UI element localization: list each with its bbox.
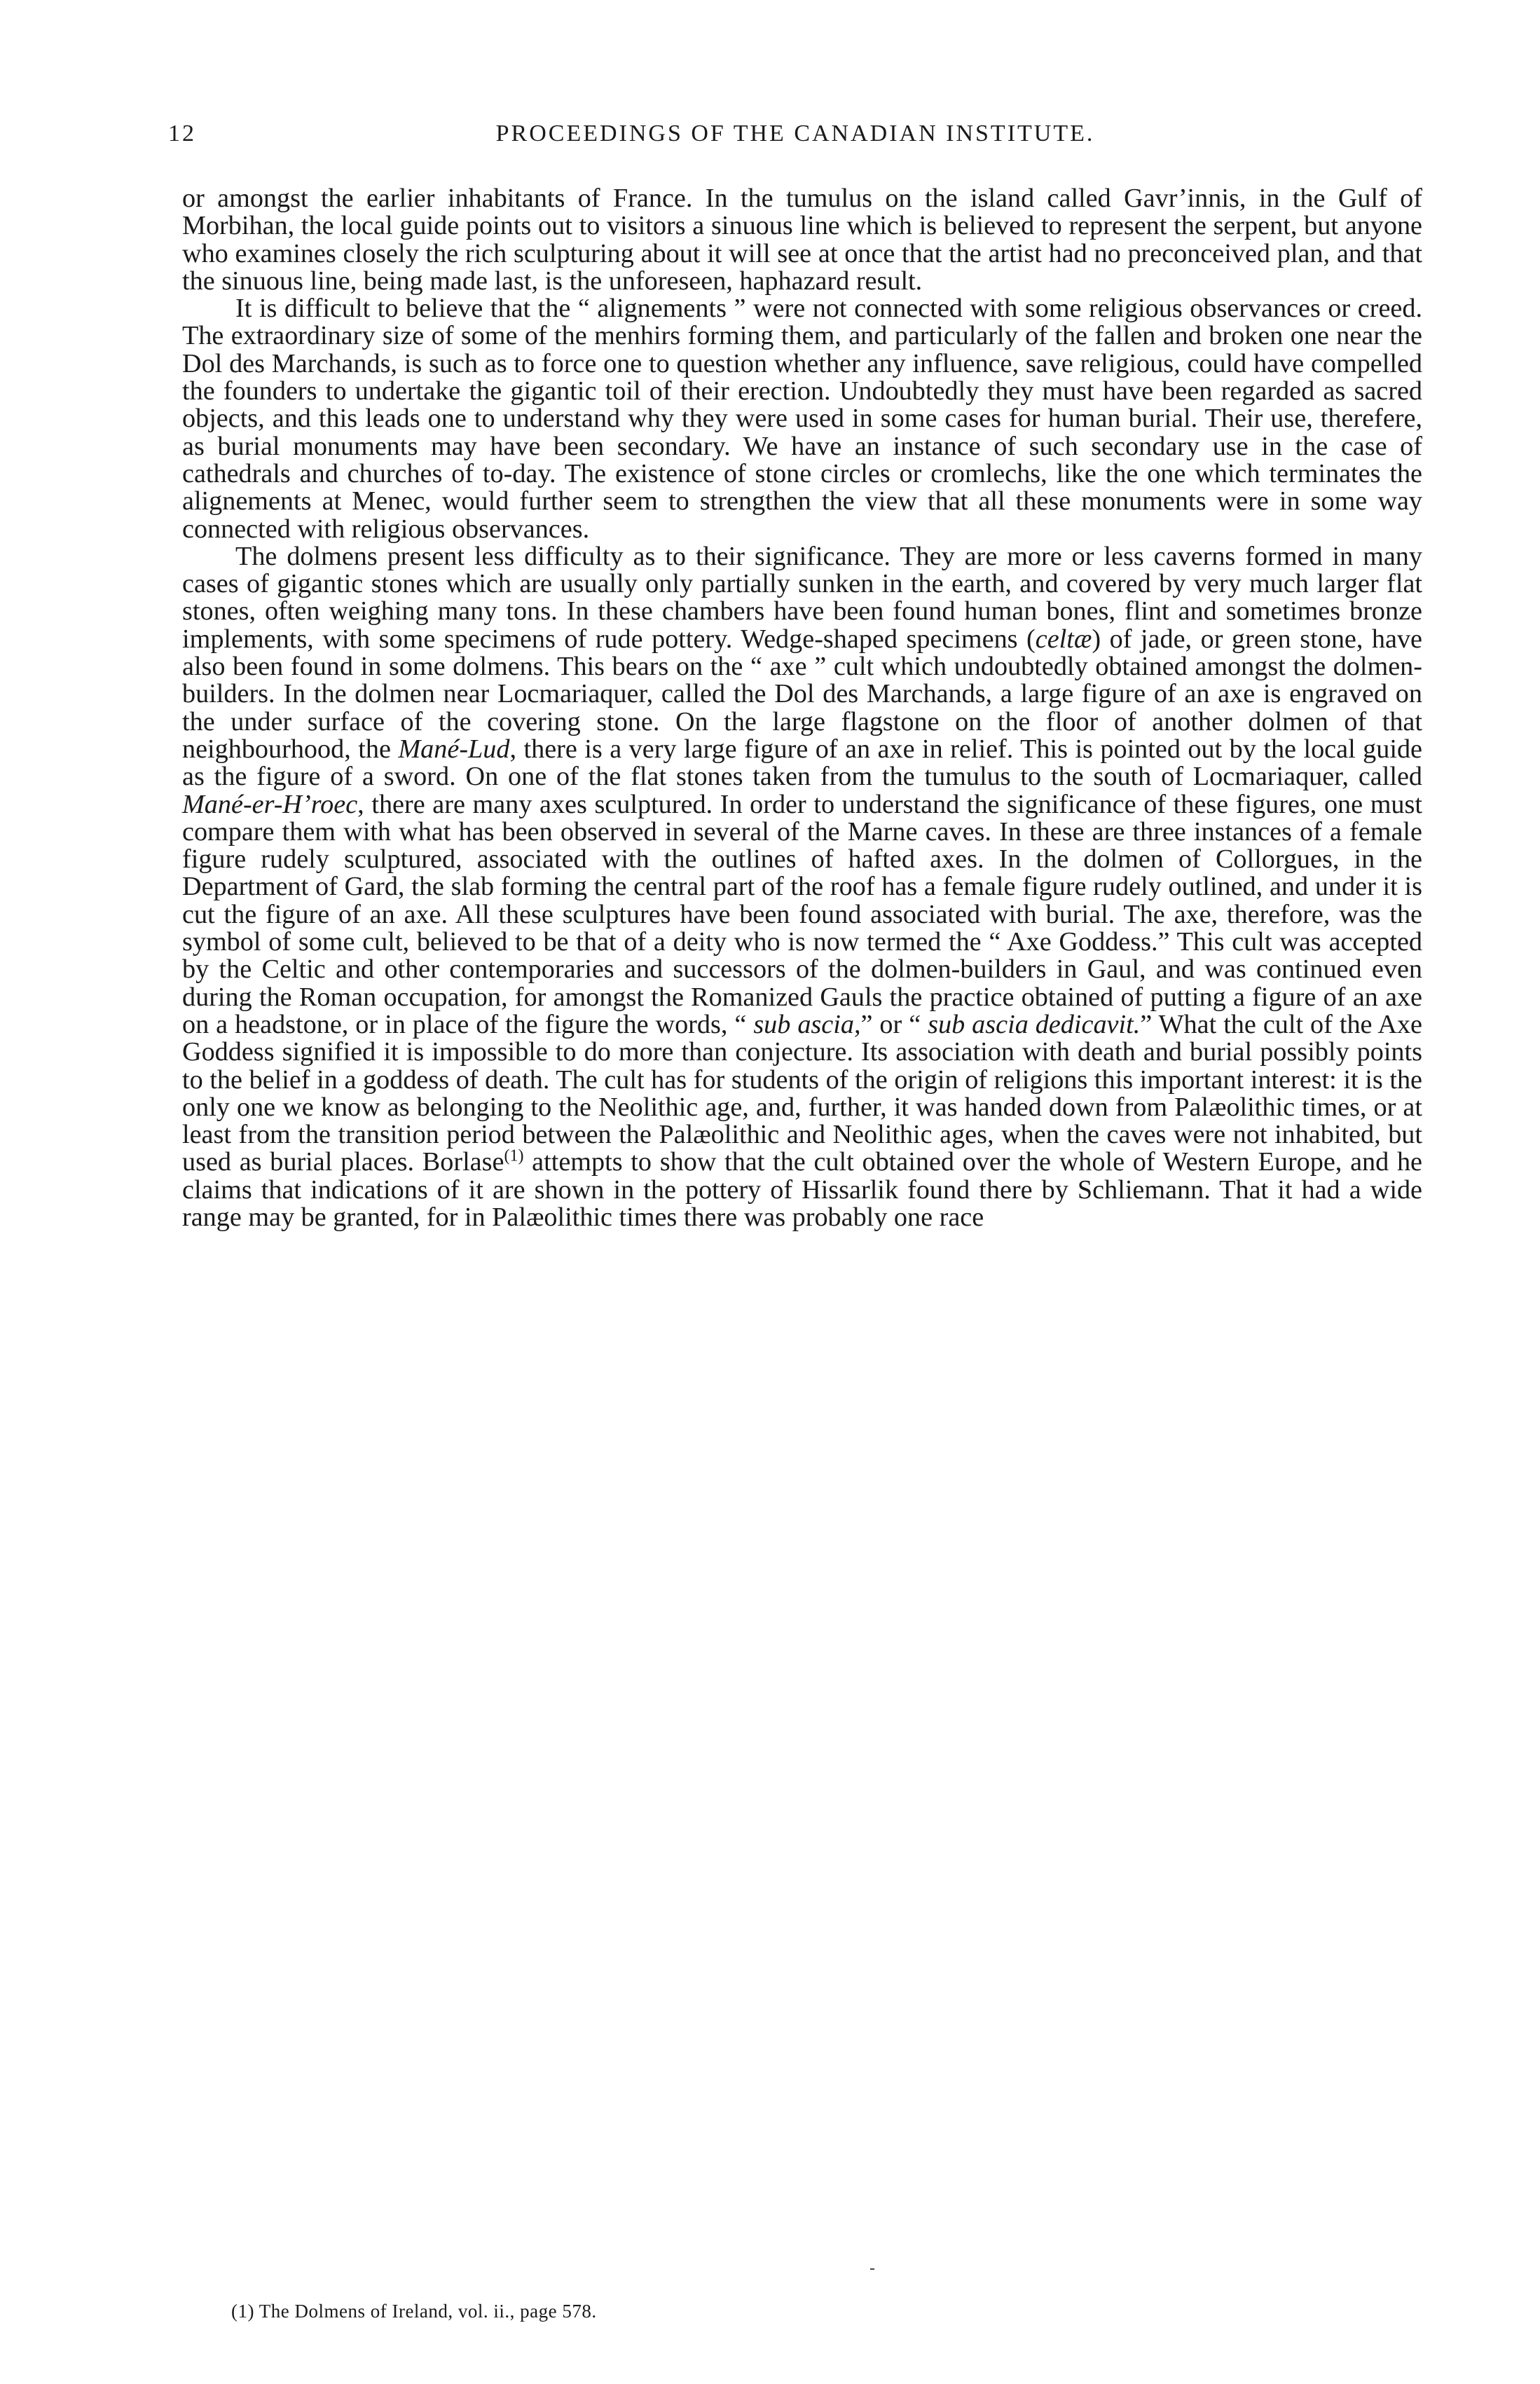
paragraph-3-text: ” or “ [860, 1009, 928, 1039]
term-celtae: celtæ [1035, 624, 1092, 654]
page-number: 12 [168, 121, 196, 146]
running-title: PROCEEDINGS OF THE CANADIAN INSTITUTE. [495, 121, 1095, 146]
paragraph-3-text: attempts to show that the cult obtained over the whole of Western Europe, and he claims that indications of it are shown in the pottery of Hissarlik found there by Schliemann. That it had a wide range may be granted, for in Palæolithic times there was probably one race [182, 1147, 1422, 1232]
paragraph-3-text: , there are many axes sculptured. In order to understand the significance of these figures, one must compare them with what has been observed in several of the Marne caves. In these are three instances of a female figure rudely sculptured, associated with the outlines of hafted axes. In the dolmen of Collorgues, in the Department of Gard, the slab forming the central part of the roof has a female figure rudely outlined, and under it is cut the figure of an axe. All these sculptures have been found associated with burial. The axe, therefore, was the symbol of some cult, believed to be that of a deity who is now termed the “ Axe Goddess.” This cult was accepted by the Celtic and other contemporaries and successors of the dolmen-builders in Gaul, and was continued even during the Roman occupation, for amongst the Romanized Gauls the practice obtained of putting a figure of an axe on a headstone, or in place of the figure the words, “ [182, 789, 1422, 1039]
paragraph-3-text: ” What the cult of the Axe Goddess signified it is impossible to do more than conjecture. Its association with death and burial possibly points to the belief in a goddess of death. The cult has for students of the origin of religions this important interest: it is the only one we know as belonging to the Neolithic age, and, further, it was handed down from Palæolithic times, or at least from the transition period between the Palæolithic and Neolithic ages, when the caves were not inhabited, but used as burial places. Borlase [182, 1009, 1422, 1177]
phrase-sub-ascia: sub ascia, [753, 1009, 861, 1039]
paragraph-2: It is difficult to believe that the “ alignements ” were not connected with some religious observances or creed. The extraordinary size of some of the menhirs forming them, and particularly of the fallen and broken one near the Dol des Marchands, is such as to force one to question whether any influence, save religious, could have compelled the founders to undertake the gigantic toil of their erection. Undoubtedly they must have been regarded as sacred objects, and this leads one to understand why they were used in some cases for human burial. Their use, therefere, as burial monuments may have been secondary. We have an instance of such secondary use in the case of cathedrals and churches of to-day. The existence of stone circles or cromlechs, like the one which terminates the alignements at Menec, would further seem to strengthen the view that all these monuments were in some way connected with religious observances. [182, 294, 1422, 544]
footnote-divider [870, 2268, 874, 2270]
phrase-sub-ascia-dedicavit: sub ascia dedicavit. [928, 1009, 1141, 1039]
paragraph-3-text: , there is a very large figure of an axe in relief. This is pointed out by the local guide as the figure of a sword. On one of the flat stones taken from the tumulus to the south of Locmariaquer, called [182, 734, 1422, 792]
place-mane-er-hroec: Mané-er-H’roec [182, 789, 358, 819]
paragraph-3-text: The dolmens present less difficulty as to their significance. They are more or less caverns formed in many cases of gigantic stones which are usually only partially sunken in the earth, and covered by very much larger flat stones, often weighing many tons. In these chambers have been found human bones, flint and sometimes bronze implements, with some specimens of rude pottery. Wedge-shaped specimens ( [182, 541, 1422, 654]
footnote-reference: (1) [504, 1146, 524, 1165]
body-text [182, 185, 1422, 1231]
page-header [168, 121, 1422, 156]
footnote: (1) The Dolmens of Ireland, vol. ii., page 578. [231, 2301, 597, 2322]
place-mane-lud: Mané-Lud [398, 734, 510, 764]
paragraph-3-text: ) of jade, or green stone, have also been found in some dolmens. This bears on the “ axe ” cult which undoubtedly obtained amongst the dolmen-builders. In the dolmen near Locmariaquer, called the Dol des Marchands, a large figure of an axe is engraved on the under surface of the covering stone. On the large flagstone on the floor of another dolmen of that neighbourhood, the [182, 624, 1423, 764]
paragraph-1: or amongst the earlier inhabitants of France. In the tumulus on the island called Gavr’innis, in the Gulf of Morbihan, the local guide points out to visitors a sinuous line which is believed to represent the serpent, but anyone who examines closely the rich sculpturing about it will see at once that the artist had no preconceived plan, and that the sinuous line, being made last, is the unforeseen, haphazard result. [182, 184, 1422, 296]
paragraph-3 [182, 543, 1422, 1231]
